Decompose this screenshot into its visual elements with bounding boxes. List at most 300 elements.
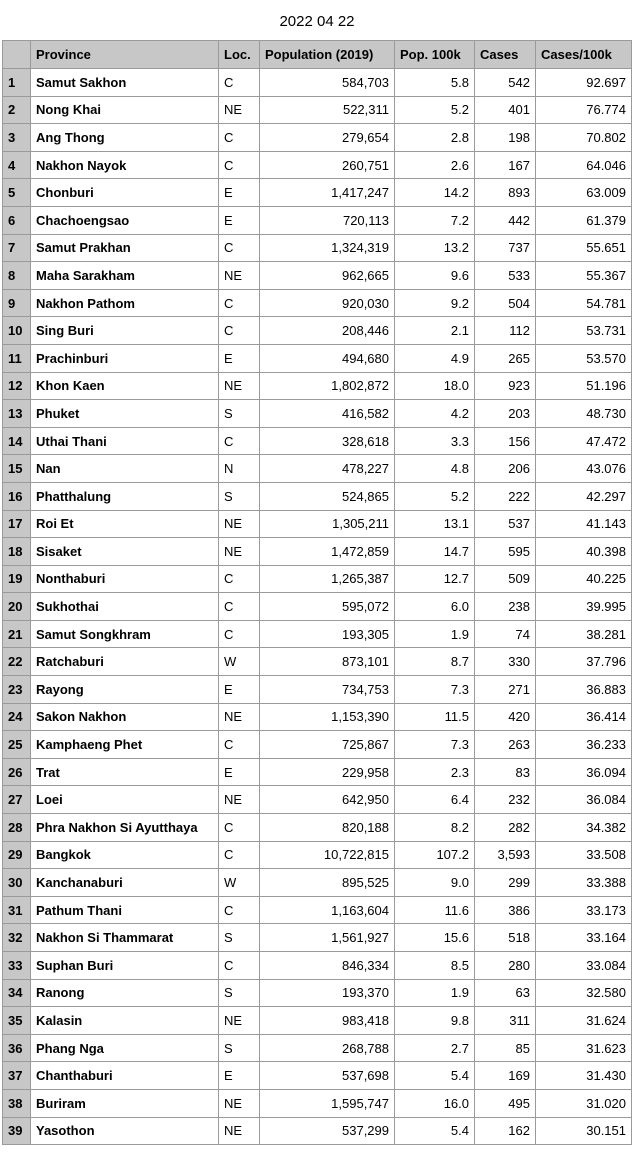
- population-value: 1,802,872: [260, 372, 395, 400]
- cases-per-100k-value: 31.020: [536, 1089, 632, 1117]
- cases-value: 893: [475, 179, 536, 207]
- province-name: Samut Prakhan: [31, 234, 219, 262]
- cases-per-100k-value: 40.398: [536, 538, 632, 566]
- cases-value: 167: [475, 151, 536, 179]
- population-value: 983,418: [260, 1007, 395, 1035]
- header-population: Population (2019): [260, 41, 395, 69]
- row-index: 17: [3, 510, 31, 538]
- population-value: 1,265,387: [260, 565, 395, 593]
- province-name: Rayong: [31, 676, 219, 704]
- table-row: [3, 1089, 632, 1117]
- cases-per-100k-value: 33.508: [536, 841, 632, 869]
- province-name: Kalasin: [31, 1007, 219, 1035]
- population-value: 279,654: [260, 124, 395, 152]
- pop-100k-value: 3.3: [395, 427, 475, 455]
- cases-per-100k-value: 30.151: [536, 1117, 632, 1145]
- population-value: 895,525: [260, 869, 395, 897]
- cases-per-100k-value: 40.225: [536, 565, 632, 593]
- row-index: 11: [3, 344, 31, 372]
- cases-value: 401: [475, 96, 536, 124]
- population-value: 10,722,815: [260, 841, 395, 869]
- table-row: [3, 206, 632, 234]
- cases-per-100k-value: 36.094: [536, 758, 632, 786]
- table-body: [3, 69, 632, 1145]
- table-row: [3, 814, 632, 842]
- province-name: Sing Buri: [31, 317, 219, 345]
- row-index: 33: [3, 952, 31, 980]
- location-code: E: [219, 179, 260, 207]
- province-name: Samut Songkhram: [31, 620, 219, 648]
- pop-100k-value: 11.6: [395, 896, 475, 924]
- row-index: 10: [3, 317, 31, 345]
- cases-value: 169: [475, 1062, 536, 1090]
- table-row: [3, 593, 632, 621]
- row-index: 4: [3, 151, 31, 179]
- location-code: C: [219, 565, 260, 593]
- cases-per-100k-value: 53.570: [536, 344, 632, 372]
- province-name: Chonburi: [31, 179, 219, 207]
- cases-per-100k-value: 53.731: [536, 317, 632, 345]
- location-code: NE: [219, 510, 260, 538]
- cases-per-100k-value: 33.084: [536, 952, 632, 980]
- header-cases: Cases: [475, 41, 536, 69]
- location-code: N: [219, 455, 260, 483]
- province-cases-table: [2, 40, 632, 1145]
- province-name: Nan: [31, 455, 219, 483]
- population-value: 268,788: [260, 1034, 395, 1062]
- population-value: 720,113: [260, 206, 395, 234]
- pop-100k-value: 5.4: [395, 1062, 475, 1090]
- row-index: 35: [3, 1007, 31, 1035]
- row-index: 2: [3, 96, 31, 124]
- row-index: 1: [3, 69, 31, 97]
- location-code: W: [219, 869, 260, 897]
- cases-per-100k-value: 41.143: [536, 510, 632, 538]
- cases-value: 280: [475, 952, 536, 980]
- population-value: 229,958: [260, 758, 395, 786]
- province-name: Loei: [31, 786, 219, 814]
- row-index: 5: [3, 179, 31, 207]
- row-index: 32: [3, 924, 31, 952]
- table-row: [3, 758, 632, 786]
- location-code: C: [219, 427, 260, 455]
- province-name: Phuket: [31, 400, 219, 428]
- cases-per-100k-value: 54.781: [536, 289, 632, 317]
- location-code: C: [219, 289, 260, 317]
- location-code: S: [219, 924, 260, 952]
- population-value: 537,698: [260, 1062, 395, 1090]
- cases-value: 162: [475, 1117, 536, 1145]
- cases-value: 206: [475, 455, 536, 483]
- pop-100k-value: 6.0: [395, 593, 475, 621]
- pop-100k-value: 9.2: [395, 289, 475, 317]
- row-index: 37: [3, 1062, 31, 1090]
- table-row: [3, 317, 632, 345]
- location-code: C: [219, 952, 260, 980]
- province-name: Maha Sarakham: [31, 262, 219, 290]
- table-row: [3, 400, 632, 428]
- row-index: 29: [3, 841, 31, 869]
- page-title: 2022 04 22: [279, 13, 355, 30]
- cases-value: 265: [475, 344, 536, 372]
- location-code: C: [219, 841, 260, 869]
- header-location: Loc.: [219, 41, 260, 69]
- cases-value: 271: [475, 676, 536, 704]
- population-value: 524,865: [260, 482, 395, 510]
- cases-value: 203: [475, 400, 536, 428]
- table-row: [3, 731, 632, 759]
- pop-100k-value: 9.0: [395, 869, 475, 897]
- province-name: Nonthaburi: [31, 565, 219, 593]
- population-value: 1,153,390: [260, 703, 395, 731]
- location-code: NE: [219, 1117, 260, 1145]
- cases-per-100k-value: 47.472: [536, 427, 632, 455]
- table-row: [3, 96, 632, 124]
- table-row: [3, 427, 632, 455]
- population-value: 962,665: [260, 262, 395, 290]
- header-pop-100k: Pop. 100k: [395, 41, 475, 69]
- cases-value: 238: [475, 593, 536, 621]
- cases-per-100k-value: 64.046: [536, 151, 632, 179]
- row-index: 28: [3, 814, 31, 842]
- province-name: Ratchaburi: [31, 648, 219, 676]
- cases-value: 595: [475, 538, 536, 566]
- location-code: C: [219, 234, 260, 262]
- row-index: 25: [3, 731, 31, 759]
- cases-value: 537: [475, 510, 536, 538]
- pop-100k-value: 14.2: [395, 179, 475, 207]
- row-index: 39: [3, 1117, 31, 1145]
- cases-value: 495: [475, 1089, 536, 1117]
- cases-per-100k-value: 36.233: [536, 731, 632, 759]
- row-index: 22: [3, 648, 31, 676]
- row-index: 27: [3, 786, 31, 814]
- row-index: 16: [3, 482, 31, 510]
- cases-value: 222: [475, 482, 536, 510]
- cases-value: 198: [475, 124, 536, 152]
- location-code: NE: [219, 1007, 260, 1035]
- province-name: Phra Nakhon Si Ayutthaya: [31, 814, 219, 842]
- cases-per-100k-value: 63.009: [536, 179, 632, 207]
- cases-value: 737: [475, 234, 536, 262]
- cases-per-100k-value: 92.697: [536, 69, 632, 97]
- population-value: 328,618: [260, 427, 395, 455]
- pop-100k-value: 8.2: [395, 814, 475, 842]
- row-index: 38: [3, 1089, 31, 1117]
- cases-value: 74: [475, 620, 536, 648]
- table-row: [3, 344, 632, 372]
- table-row: [3, 703, 632, 731]
- province-name: Samut Sakhon: [31, 69, 219, 97]
- cases-value: 156: [475, 427, 536, 455]
- province-name: Sakon Nakhon: [31, 703, 219, 731]
- cases-per-100k-value: 42.297: [536, 482, 632, 510]
- pop-100k-value: 12.7: [395, 565, 475, 593]
- location-code: C: [219, 896, 260, 924]
- location-code: NE: [219, 372, 260, 400]
- population-value: 725,867: [260, 731, 395, 759]
- location-code: E: [219, 344, 260, 372]
- province-name: Pathum Thani: [31, 896, 219, 924]
- location-code: NE: [219, 786, 260, 814]
- province-name: Bangkok: [31, 841, 219, 869]
- province-name: Chachoengsao: [31, 206, 219, 234]
- population-value: 537,299: [260, 1117, 395, 1145]
- row-index: 24: [3, 703, 31, 731]
- table-row: [3, 234, 632, 262]
- pop-100k-value: 14.7: [395, 538, 475, 566]
- header-cases-per-100k: Cases/100k: [536, 41, 632, 69]
- pop-100k-value: 9.6: [395, 262, 475, 290]
- cases-value: 299: [475, 869, 536, 897]
- population-value: 920,030: [260, 289, 395, 317]
- province-name: Ang Thong: [31, 124, 219, 152]
- pop-100k-value: 2.6: [395, 151, 475, 179]
- pop-100k-value: 5.2: [395, 96, 475, 124]
- province-name: Khon Kaen: [31, 372, 219, 400]
- cases-per-100k-value: 48.730: [536, 400, 632, 428]
- province-name: Chanthaburi: [31, 1062, 219, 1090]
- population-value: 1,324,319: [260, 234, 395, 262]
- cases-per-100k-value: 39.995: [536, 593, 632, 621]
- row-index: 6: [3, 206, 31, 234]
- province-name: Trat: [31, 758, 219, 786]
- population-value: 1,417,247: [260, 179, 395, 207]
- cases-value: 923: [475, 372, 536, 400]
- location-code: NE: [219, 1089, 260, 1117]
- table-header-row: [3, 41, 632, 69]
- table-row: [3, 979, 632, 1007]
- pop-100k-value: 16.0: [395, 1089, 475, 1117]
- pop-100k-value: 1.9: [395, 620, 475, 648]
- header-province: Province: [31, 41, 219, 69]
- population-value: 1,305,211: [260, 510, 395, 538]
- province-name: Suphan Buri: [31, 952, 219, 980]
- population-value: 478,227: [260, 455, 395, 483]
- table-row: [3, 289, 632, 317]
- pop-100k-value: 2.1: [395, 317, 475, 345]
- cases-value: 518: [475, 924, 536, 952]
- table-row: [3, 69, 632, 97]
- row-index: 36: [3, 1034, 31, 1062]
- cases-per-100k-value: 33.164: [536, 924, 632, 952]
- cases-value: 330: [475, 648, 536, 676]
- table-row: [3, 455, 632, 483]
- cases-per-100k-value: 76.774: [536, 96, 632, 124]
- table-row: [3, 1034, 632, 1062]
- province-name: Buriram: [31, 1089, 219, 1117]
- province-name: Nakhon Si Thammarat: [31, 924, 219, 952]
- cases-value: 3,593: [475, 841, 536, 869]
- cases-per-100k-value: 36.414: [536, 703, 632, 731]
- population-value: 416,582: [260, 400, 395, 428]
- province-name: Sisaket: [31, 538, 219, 566]
- population-value: 1,561,927: [260, 924, 395, 952]
- province-name: Uthai Thani: [31, 427, 219, 455]
- location-code: NE: [219, 262, 260, 290]
- cases-value: 533: [475, 262, 536, 290]
- province-name: Nakhon Nayok: [31, 151, 219, 179]
- table-row: [3, 565, 632, 593]
- location-code: C: [219, 317, 260, 345]
- pop-100k-value: 4.2: [395, 400, 475, 428]
- cases-per-100k-value: 61.379: [536, 206, 632, 234]
- pop-100k-value: 5.2: [395, 482, 475, 510]
- pop-100k-value: 13.1: [395, 510, 475, 538]
- location-code: C: [219, 124, 260, 152]
- cases-value: 63: [475, 979, 536, 1007]
- pop-100k-value: 7.3: [395, 731, 475, 759]
- cases-per-100k-value: 55.651: [536, 234, 632, 262]
- population-value: 193,370: [260, 979, 395, 1007]
- location-code: C: [219, 151, 260, 179]
- table-row: [3, 924, 632, 952]
- row-index: 14: [3, 427, 31, 455]
- location-code: NE: [219, 538, 260, 566]
- location-code: S: [219, 400, 260, 428]
- pop-100k-value: 2.3: [395, 758, 475, 786]
- location-code: S: [219, 979, 260, 1007]
- table-row: [3, 151, 632, 179]
- location-code: E: [219, 206, 260, 234]
- cases-value: 282: [475, 814, 536, 842]
- population-value: 1,163,604: [260, 896, 395, 924]
- row-index: 8: [3, 262, 31, 290]
- cases-value: 83: [475, 758, 536, 786]
- row-index: 15: [3, 455, 31, 483]
- location-code: NE: [219, 703, 260, 731]
- pop-100k-value: 8.5: [395, 952, 475, 980]
- table-row: [3, 841, 632, 869]
- population-value: 260,751: [260, 151, 395, 179]
- location-code: NE: [219, 96, 260, 124]
- cases-value: 386: [475, 896, 536, 924]
- population-value: 208,446: [260, 317, 395, 345]
- location-code: S: [219, 1034, 260, 1062]
- pop-100k-value: 13.2: [395, 234, 475, 262]
- location-code: W: [219, 648, 260, 676]
- table-row: [3, 1007, 632, 1035]
- pop-100k-value: 2.8: [395, 124, 475, 152]
- province-name: Prachinburi: [31, 344, 219, 372]
- cases-per-100k-value: 38.281: [536, 620, 632, 648]
- cases-per-100k-value: 55.367: [536, 262, 632, 290]
- cases-per-100k-value: 33.388: [536, 869, 632, 897]
- cases-per-100k-value: 70.802: [536, 124, 632, 152]
- cases-per-100k-value: 36.883: [536, 676, 632, 704]
- table-row: [3, 786, 632, 814]
- province-name: Nakhon Pathom: [31, 289, 219, 317]
- table-row: [3, 896, 632, 924]
- province-name: Roi Et: [31, 510, 219, 538]
- location-code: C: [219, 731, 260, 759]
- population-value: 820,188: [260, 814, 395, 842]
- row-index: 3: [3, 124, 31, 152]
- cases-per-100k-value: 31.430: [536, 1062, 632, 1090]
- table-row: [3, 262, 632, 290]
- population-value: 1,472,859: [260, 538, 395, 566]
- pop-100k-value: 8.7: [395, 648, 475, 676]
- table-row: [3, 952, 632, 980]
- population-value: 584,703: [260, 69, 395, 97]
- location-code: S: [219, 482, 260, 510]
- table-row: [3, 676, 632, 704]
- header-index: [3, 41, 31, 69]
- province-name: Yasothon: [31, 1117, 219, 1145]
- table-row: [3, 1062, 632, 1090]
- cases-value: 263: [475, 731, 536, 759]
- cases-value: 509: [475, 565, 536, 593]
- pop-100k-value: 4.8: [395, 455, 475, 483]
- row-index: 12: [3, 372, 31, 400]
- row-index: 20: [3, 593, 31, 621]
- cases-per-100k-value: 51.196: [536, 372, 632, 400]
- pop-100k-value: 7.3: [395, 676, 475, 704]
- row-index: 18: [3, 538, 31, 566]
- cases-value: 542: [475, 69, 536, 97]
- cases-per-100k-value: 37.796: [536, 648, 632, 676]
- location-code: C: [219, 593, 260, 621]
- table-row: [3, 510, 632, 538]
- province-name: Kanchanaburi: [31, 869, 219, 897]
- province-name: Kamphaeng Phet: [31, 731, 219, 759]
- cases-value: 311: [475, 1007, 536, 1035]
- pop-100k-value: 15.6: [395, 924, 475, 952]
- row-index: 9: [3, 289, 31, 317]
- province-name: Ranong: [31, 979, 219, 1007]
- cases-value: 442: [475, 206, 536, 234]
- row-index: 31: [3, 896, 31, 924]
- population-value: 873,101: [260, 648, 395, 676]
- population-value: 734,753: [260, 676, 395, 704]
- province-name: Phatthalung: [31, 482, 219, 510]
- table-row: [3, 179, 632, 207]
- table-row: [3, 1117, 632, 1145]
- pop-100k-value: 11.5: [395, 703, 475, 731]
- row-index: 13: [3, 400, 31, 428]
- location-code: E: [219, 676, 260, 704]
- location-code: E: [219, 758, 260, 786]
- table-row: [3, 620, 632, 648]
- province-name: Sukhothai: [31, 593, 219, 621]
- location-code: C: [219, 620, 260, 648]
- population-value: 642,950: [260, 786, 395, 814]
- cases-per-100k-value: 36.084: [536, 786, 632, 814]
- population-value: 522,311: [260, 96, 395, 124]
- cases-per-100k-value: 33.173: [536, 896, 632, 924]
- cases-value: 504: [475, 289, 536, 317]
- pop-100k-value: 4.9: [395, 344, 475, 372]
- pop-100k-value: 9.8: [395, 1007, 475, 1035]
- population-value: 595,072: [260, 593, 395, 621]
- cases-value: 85: [475, 1034, 536, 1062]
- cases-per-100k-value: 31.623: [536, 1034, 632, 1062]
- pop-100k-value: 18.0: [395, 372, 475, 400]
- pop-100k-value: 5.8: [395, 69, 475, 97]
- population-value: 1,595,747: [260, 1089, 395, 1117]
- table-row: [3, 372, 632, 400]
- location-code: C: [219, 814, 260, 842]
- pop-100k-value: 7.2: [395, 206, 475, 234]
- cases-per-100k-value: 34.382: [536, 814, 632, 842]
- row-index: 26: [3, 758, 31, 786]
- cases-per-100k-value: 43.076: [536, 455, 632, 483]
- location-code: C: [219, 69, 260, 97]
- pop-100k-value: 5.4: [395, 1117, 475, 1145]
- cases-value: 232: [475, 786, 536, 814]
- cases-per-100k-value: 31.624: [536, 1007, 632, 1035]
- table-row: [3, 869, 632, 897]
